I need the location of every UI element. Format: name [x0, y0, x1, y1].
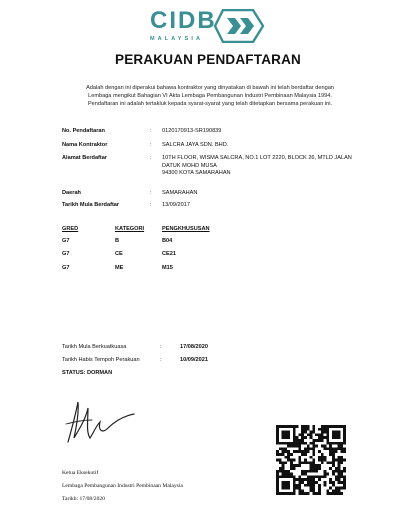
- start-date-label: Tarikh Mula Berdaftar: [62, 202, 120, 208]
- registration-no-value: 0120170913-SR190839: [162, 128, 222, 134]
- specialisation-header: PENGKHUSUSAN: [162, 226, 210, 232]
- intro-line: Adalah dengan ini diperakui bahawa kontraktor yang dinyatakan di bawah ini telah berdaftar dengan: [86, 85, 334, 91]
- grade-cell: G7: [62, 251, 70, 257]
- status-text: STATUS: DORMAN: [62, 370, 113, 376]
- signature-icon: [58, 398, 138, 446]
- start-date-value: 13/09/2017: [162, 202, 190, 208]
- address-line: DATUK MOHD MUSA: [162, 162, 217, 169]
- address-line: 94300 KOTA SAMARAHAN: [162, 170, 231, 177]
- district-label: Daerah: [62, 190, 81, 196]
- colon: :: [160, 344, 162, 350]
- cidb-logo-word: CIDB: [150, 7, 217, 34]
- colon: :: [150, 190, 152, 196]
- colon: :: [150, 202, 152, 208]
- intro-line: Pendaftaran ini adalah tertakluk kepada syarat-syarat yang telah ditetapkan bersama perakuan ini.: [87, 101, 333, 108]
- page-title: PERAKUAN PENDAFTARAN: [115, 52, 301, 67]
- signatory-role: Ketua Eksekutif: [62, 470, 99, 476]
- expiry-date-label: Tarikh Habis Tempoh Perakuan: [62, 357, 140, 363]
- address-value: [162, 155, 412, 178]
- signatory-organisation: Lembaga Pembangunan Industri Pembinaan Malaysia: [62, 483, 183, 489]
- category-header: KATEGORI: [115, 226, 145, 232]
- colon: :: [150, 142, 152, 148]
- signatory-date: Tarikh: 17/08/2020: [62, 496, 105, 502]
- specialisation-cell: CE21: [162, 251, 176, 257]
- effective-date-value: 17/08/2020: [180, 344, 208, 350]
- specialisation-cell: B04: [162, 238, 173, 244]
- grade-cell: G7: [62, 265, 70, 271]
- intro-line: Lembaga mengikut Bahagian VI Akta Lembaga Pembangunan Industri Pembinaan Malaysia 1994.: [88, 93, 332, 100]
- contractor-name-label: Nama Kontraktor: [62, 142, 108, 148]
- cidb-logo-mark-icon: [213, 9, 265, 43]
- address-line: 10TH FLOOR, WISMA SALCRA, NO.1 LOT 2220, BLOCK 26, MTLD JALAN: [162, 155, 352, 161]
- expiry-date-value: 10/09/2021: [180, 357, 208, 363]
- qr-code-icon: [276, 425, 346, 495]
- effective-date-label: Tarikh Mula Berkuatkuasa: [62, 344, 127, 350]
- category-cell: B: [115, 238, 120, 244]
- grade-header: GRED: [62, 226, 79, 232]
- cidb-logo-country: MALAYSIA: [150, 36, 204, 42]
- colon: :: [160, 357, 162, 363]
- colon: :: [150, 155, 152, 161]
- registration-no-label: No. Pendaftaran: [62, 128, 105, 134]
- colon: :: [150, 128, 152, 134]
- intro-paragraph: [40, 84, 380, 109]
- address-label: Alamat Berdaftar: [62, 155, 108, 161]
- contractor-name-value: SALCRA JAYA SDN. BHD.: [162, 142, 229, 148]
- specialisation-cell: M15: [162, 265, 173, 271]
- category-cell: CE: [115, 251, 123, 257]
- category-cell: ME: [115, 265, 124, 271]
- district-value: SAMARAHAN: [162, 190, 198, 196]
- grade-cell: G7: [62, 238, 70, 244]
